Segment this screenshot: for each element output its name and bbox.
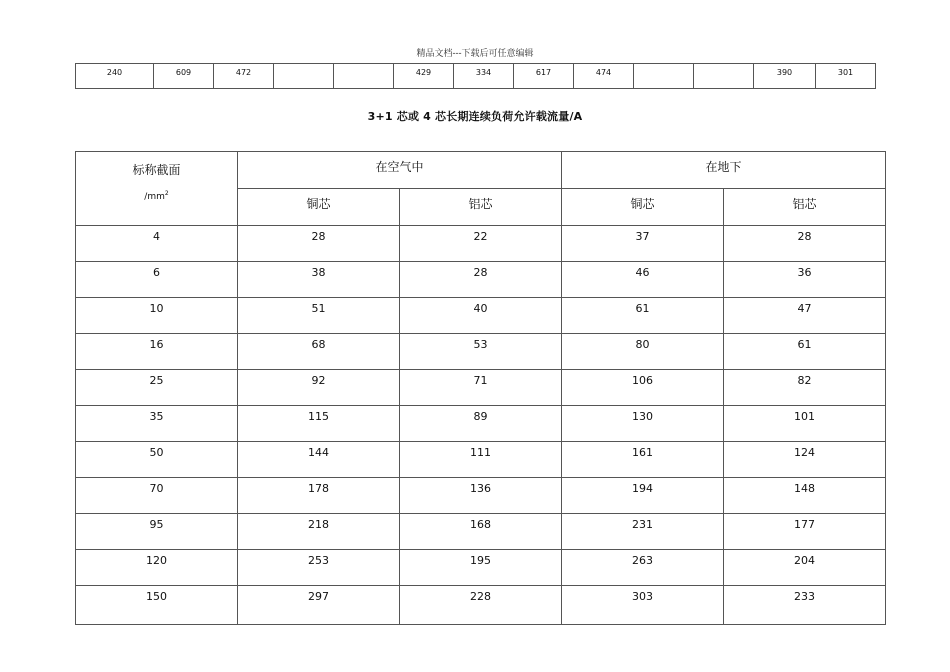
table-cell: 218 [238, 514, 400, 550]
table-cell: 4 [76, 226, 238, 262]
header-in-air: 在空气中 [238, 152, 562, 189]
table-cell: 38 [238, 262, 400, 298]
table-cell: 168 [400, 514, 562, 550]
table-cell: 95 [76, 514, 238, 550]
table-cell: 194 [562, 478, 724, 514]
table-cell: 120 [76, 550, 238, 586]
table-cell: 474 [574, 64, 634, 89]
table-cell: 297 [238, 586, 400, 625]
table-row [76, 442, 886, 478]
table-row [76, 478, 886, 514]
table-cell: 136 [400, 478, 562, 514]
table-cell: 130 [562, 406, 724, 442]
header-underground: 在地下 [562, 152, 886, 189]
table-cell: 177 [724, 514, 886, 550]
table-cell [634, 64, 694, 89]
table-cell: 53 [400, 334, 562, 370]
table-cell: 40 [400, 298, 562, 334]
table-row [76, 406, 886, 442]
header-ground-copper: 铜芯 [562, 189, 724, 226]
table-row [76, 586, 886, 625]
table-cell [694, 64, 754, 89]
table-cell: 28 [724, 226, 886, 262]
table-cell [334, 64, 394, 89]
table-cell: 10 [76, 298, 238, 334]
table-cell: 28 [238, 226, 400, 262]
table-cell: 111 [400, 442, 562, 478]
table-title: 3+1 芯或 4 芯长期连续负荷允许载流量/A [367, 110, 583, 123]
table-cell: 204 [724, 550, 886, 586]
table-row [76, 334, 886, 370]
table-cell: 36 [724, 262, 886, 298]
table-row [76, 370, 886, 406]
table-cell: 22 [400, 226, 562, 262]
table-cell: 334 [454, 64, 514, 89]
table-cell: 429 [394, 64, 454, 89]
table-cell: 150 [76, 586, 238, 625]
table-row [76, 550, 886, 586]
ampacity-table [75, 151, 886, 625]
header-air-aluminum: 铝芯 [400, 189, 562, 226]
header-air-copper: 铜芯 [238, 189, 400, 226]
table-cell: 6 [76, 262, 238, 298]
table-cell: 61 [724, 334, 886, 370]
table-cell: 37 [562, 226, 724, 262]
header-unit-superscript: 2 [164, 190, 169, 197]
continued-table-row [75, 63, 876, 89]
table-cell: 148 [724, 478, 886, 514]
table-cell: 161 [562, 442, 724, 478]
table-row [76, 298, 886, 334]
header-cross-section-label: 标称截面 [132, 163, 181, 177]
table-cell: 92 [238, 370, 400, 406]
table-cell [274, 64, 334, 89]
table-row [76, 514, 886, 550]
table-cell: 233 [724, 586, 886, 625]
table-cell: 144 [238, 442, 400, 478]
table-cell: 61 [562, 298, 724, 334]
table-cell: 178 [238, 478, 400, 514]
table-cell: 70 [76, 478, 238, 514]
page-header-note: 精品文档---下载后可任意编辑 [416, 49, 534, 59]
table-cell: 228 [400, 586, 562, 625]
table-cell: 82 [724, 370, 886, 406]
table-cell: 253 [238, 550, 400, 586]
table-cell: 303 [562, 586, 724, 625]
table-cell: 35 [76, 406, 238, 442]
table-cell: 472 [214, 64, 274, 89]
table-cell: 115 [238, 406, 400, 442]
table-cell: 71 [400, 370, 562, 406]
table-cell: 68 [238, 334, 400, 370]
table-cell: 51 [238, 298, 400, 334]
table-cell: 50 [76, 442, 238, 478]
table-cell: 240 [76, 64, 154, 89]
table-cell: 301 [816, 64, 876, 89]
table-cell: 609 [154, 64, 214, 89]
table-cell: 124 [724, 442, 886, 478]
table-cell: 89 [400, 406, 562, 442]
table-cell: 617 [514, 64, 574, 89]
table-cell: 16 [76, 334, 238, 370]
table-cell: 231 [562, 514, 724, 550]
table-row [76, 226, 886, 262]
table-cell: 28 [400, 262, 562, 298]
table-cell: 195 [400, 550, 562, 586]
table-cell: 47 [724, 298, 886, 334]
table-cell: 390 [754, 64, 816, 89]
header-ground-aluminum: 铝芯 [724, 189, 886, 226]
table-row [76, 262, 886, 298]
header-cross-section-unit: /mm [144, 192, 165, 202]
table-cell: 46 [562, 262, 724, 298]
table-cell: 80 [562, 334, 724, 370]
table-cell: 25 [76, 370, 238, 406]
table-cell: 263 [562, 550, 724, 586]
table-cell: 106 [562, 370, 724, 406]
table-cell: 101 [724, 406, 886, 442]
header-cross-section [76, 152, 238, 226]
